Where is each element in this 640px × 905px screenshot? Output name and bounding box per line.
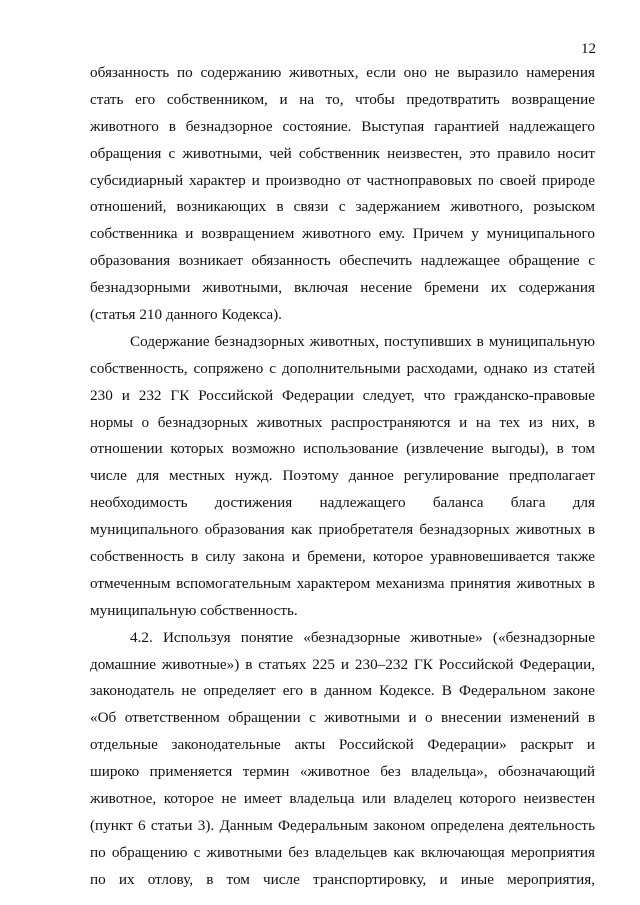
text-line: муниципальную собственность.: [90, 601, 298, 619]
text-line: отношений, возникающих в связи с задержанием животного, розыском: [90, 198, 595, 216]
page-number: 12: [581, 41, 596, 57]
text-line: отмеченным вспомогательным характером механизма принятия животных в: [90, 574, 595, 592]
text-line: обращения с животными, чей собственник неизвестен, это правило носит: [90, 144, 595, 162]
text-line: образования возникает обязанность обеспечить надлежащее обращение с: [90, 252, 595, 270]
text-line: домашние животные») в статьях 225 и 230–232 ГК Российской Федерации,: [90, 655, 595, 673]
body-text: [90, 60, 595, 894]
text-line: обязанность по содержанию животных, если оно не выразило намерения: [90, 64, 595, 81]
text-line: нормы о безнадзорных животных распространяются и на тех из них, в: [90, 413, 595, 431]
text-line: собственность, сопряжено с дополнительными расходами, однако из статей: [90, 359, 595, 377]
text-line: по обращению с животными без владельцев как включающая мероприятия: [90, 843, 595, 861]
text-line: собственника и возвращением животного ему. Причем у муниципального: [90, 225, 595, 243]
text-line: 4.2. Используя понятие «безнадзорные животные» («безнадзорные: [130, 628, 595, 646]
text-line: субсидиарный характер и производно от частноправовых по своей природе: [90, 171, 595, 189]
text-line: муниципального образования как приобретателя безнадзорных животных в: [90, 521, 595, 539]
text-line: собственность в силу закона и бремени, которое уравновешивается также: [90, 548, 595, 566]
text-line: стать его собственником, и на то, чтобы предотвратить возвращение: [90, 90, 595, 108]
text-line: Содержание безнадзорных животных, поступивших в муниципальную: [130, 332, 595, 350]
text-line: животное, которое не имеет владельца или владелец которого неизвестен: [90, 790, 595, 808]
text-line: безнадзорными животными, включая несение бремени их содержания: [90, 279, 595, 297]
text-line: животного в безнадзорное состояние. Выступая гарантией надлежащего: [90, 117, 595, 135]
text-line: (пункт 6 статьи 3). Данным Федеральным законом определена деятельность: [90, 816, 595, 834]
text-line: по их отлову, в том числе транспортировку, и иные мероприятия,: [90, 870, 595, 888]
text-line: отдельные законодательные акты Российской Федерации» раскрыт и: [90, 736, 595, 754]
text-line: «Об ответственном обращении с животными и о внесении изменений в: [90, 709, 595, 727]
text-line: широко применяется термин «животное без владельца», обозначающий: [90, 763, 595, 781]
text-line: числе для местных нужд. Поэтому данное регулирование предполагает: [90, 467, 595, 485]
text-line: (статья 210 данного Кодекса).: [90, 306, 282, 324]
text-line: необходимость достижения надлежащего баланса блага для: [90, 494, 595, 512]
text-line: законодатель не определяет его в данном Кодексе. В Федеральном законе: [90, 682, 595, 700]
text-line: 230 и 232 ГК Российской Федерации следует, что гражданско-правовые: [90, 386, 595, 404]
text-line: отношении которых возможно использование (извлечение выгоды), в том: [90, 440, 595, 458]
